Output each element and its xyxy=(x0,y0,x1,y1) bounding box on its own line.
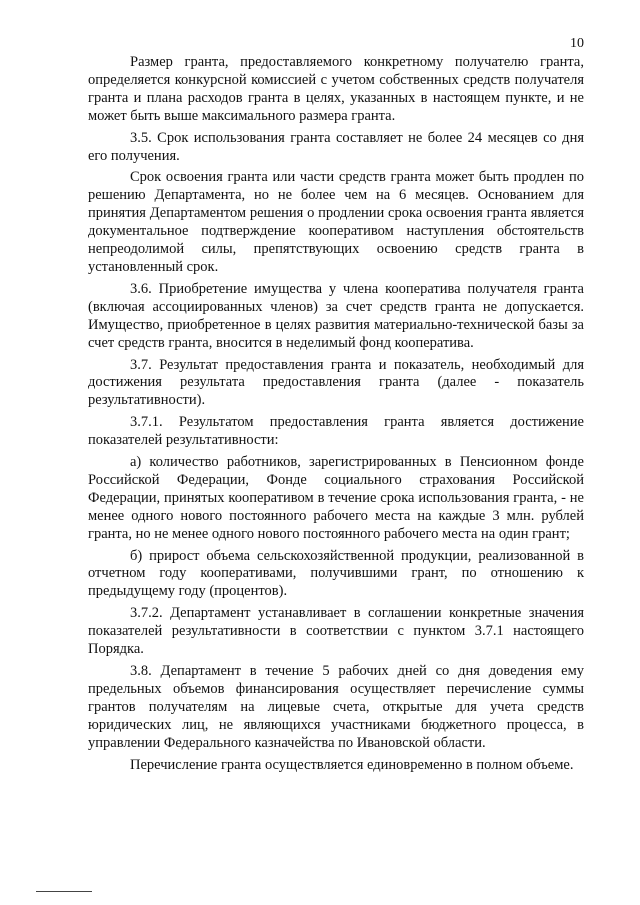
paragraph-3-7-1-a: а) количество работников, зарегистрированных в Пенсионном фонде Российской Федерации, Фонде социального страхования Российской Федерации, принятых кооперативом в течение срока использования гранта, - не менее одного нового постоянного рабочего места на каждые 3 млн. рублей гранта, но не менее одного нового постоянного рабочего места на один грант; xyxy=(88,454,584,542)
paragraph-3-6: 3.6. Приобретение имущества у члена кооператива получателя гранта (включая ассоциированных членов) за счет средств гранта не допускается. Имущество, приобретенное в целях развития материально-технической базы за счет средств гранта, вносится в неделимый фонд кооператива. xyxy=(88,280,584,351)
paragraph-3-7-1: 3.7.1. Результатом предоставления гранта является достижение показателей результативности: xyxy=(88,414,584,449)
paragraph-3-5: 3.5. Срок использования гранта составляет не более 24 месяцев со дня его получения. xyxy=(88,129,584,164)
document-body xyxy=(88,54,584,778)
paragraph-3-7: 3.7. Результат предоставления гранта и показатель, необходимый для достижения результата предоставления гранта (далее - показатель результативности). xyxy=(88,356,584,409)
paragraph-3-8: 3.8. Департамент в течение 5 рабочих дней со дня доведения ему предельных объемов финансирования осуществляет перечисление суммы грантов получателям на лицевые счета, открытые для учета средств юридических лиц, не являющихся участниками бюджетного процесса, в управлении Федерального казначейства по Ивановской области. xyxy=(88,663,584,751)
paragraph-3-7-2: 3.7.2. Департамент устанавливает в соглашении конкретные значения показателей результативности в соответствии с пунктом 3.7.1 настоящего Порядка. xyxy=(88,605,584,658)
paragraph-3-5-extension: Срок освоения гранта или части средств гранта может быть продлен по решению Департамента, но не более чем на 6 месяцев. Основанием для принятия Департаментом решения о продлении срока освоения гранта является документальное подтверждение кооперативом наступления обстоятельств непреодолимой силы, препятствующих освоению средств гранта в установленный срок. xyxy=(88,169,584,275)
page-number: 10 xyxy=(570,36,584,51)
paragraph-3-7-1-b: б) прирост объема сельскохозяйственной продукции, реализованной в отчетном году кооперативами, получившими грант, по отношению к предыдущему году (процентов). xyxy=(88,547,584,600)
paragraph-3-8-transfer: Перечисление гранта осуществляется единовременно в полном объеме. xyxy=(130,756,574,773)
footnote-divider xyxy=(36,891,92,892)
paragraph-grant-size: Размер гранта, предоставляемого конкретному получателю гранта, определяется конкурсной комиссией с учетом собственных средств получателя гранта и плана расходов гранта в целях, указанных в настоящем пункте, и не может быть выше максимального размера гранта. xyxy=(88,54,584,124)
